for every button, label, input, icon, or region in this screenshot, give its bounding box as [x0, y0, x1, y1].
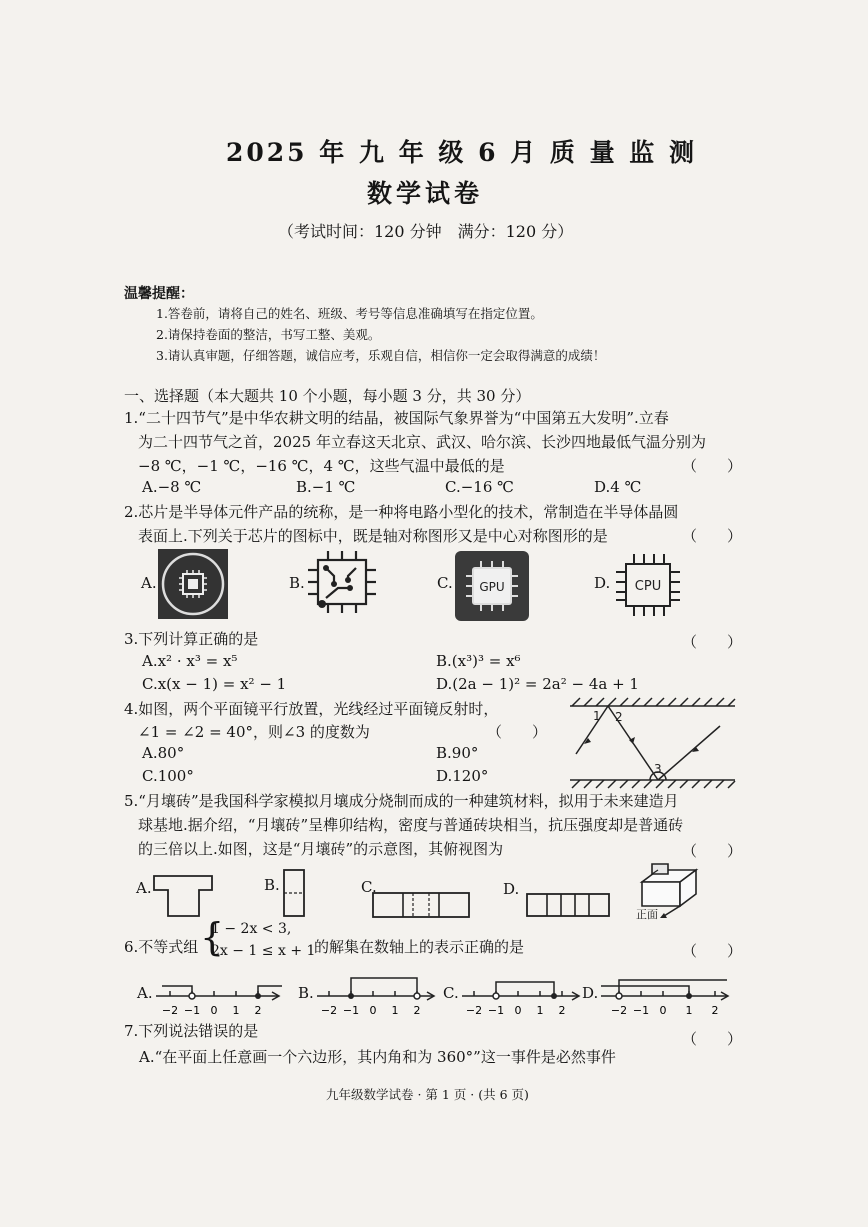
tick-label: 1 [391, 1004, 399, 1017]
option-c: C.100° [142, 767, 194, 785]
tick-label: 0 [514, 1004, 522, 1017]
top-view-b [282, 868, 308, 918]
exam-info: （考试时间：120 分钟 满分：120 分） [278, 222, 574, 241]
answer-bracket: （ ） [682, 842, 743, 860]
option-d: D. [594, 574, 611, 592]
option-b: B.90° [436, 744, 479, 762]
tick-label: 2 [711, 1004, 719, 1017]
angle-2-label: 2 [615, 710, 623, 724]
option-a: A. [141, 574, 157, 592]
option-c: C. [437, 574, 453, 592]
option-b: B. [298, 984, 314, 1002]
tick-label: 0 [369, 1004, 377, 1017]
question-5-line: 球基地.据介绍，“月壤砖”呈榫卯结构，密度与普通砖块相当，抗压强度却是普通砖 [138, 816, 684, 834]
option-c: C. [443, 984, 459, 1002]
chip-icon-a [158, 549, 228, 619]
question-4-line: 4.如图，两个平面镜平行放置，光线经过平面镜反射时， [124, 700, 499, 718]
tick-label: −1 [342, 1004, 360, 1017]
tip-item: 2.请保持卷面的整洁，书写工整、美观。 [156, 327, 381, 342]
answer-bracket: （ ） [682, 633, 743, 651]
option-a: A. [137, 984, 153, 1002]
inequality-2: 2x − 1 ≤ x + 1 [211, 943, 316, 959]
gpu-label: GPU [479, 580, 505, 594]
system-brace: { [200, 915, 225, 959]
number-line-c [458, 968, 582, 1018]
question-1-line: 1.“二十四节气”是中华农耕文明的结晶，被国际气象界誉为“中国第五大发明”.立春 [124, 409, 669, 427]
option-b: B. [264, 876, 280, 894]
number-line-b [313, 968, 437, 1018]
tick-label: −1 [487, 1004, 505, 1017]
option-d: D. [503, 880, 520, 898]
tick-label: 1 [685, 1004, 693, 1017]
tick-label: 0 [210, 1004, 218, 1017]
tick-label: −1 [183, 1004, 201, 1017]
tip-item: 3.请认真审题，仔细答题，诚信应考，乐观自信，相信你一定会取得满意的成绩！ [156, 348, 606, 363]
option-d: D.4 ℃ [594, 478, 642, 496]
answer-bracket: （ ） [682, 527, 743, 545]
option-b: B.(x³)³ = x⁶ [436, 652, 521, 670]
top-view-c [371, 891, 473, 921]
option-c: C. [361, 878, 377, 896]
number-line-a [152, 968, 284, 1018]
answer-bracket: （ ） [487, 723, 548, 741]
tick-label: −2 [161, 1004, 179, 1017]
question-3-line: 3.下列计算正确的是 [124, 630, 259, 648]
option-a: A.80° [142, 744, 185, 762]
tips-heading: 温馨提醒： [124, 286, 194, 302]
question-4-line: ∠1 = ∠2 = 40°，则∠3 的度数为 [138, 723, 370, 741]
tick-label: −2 [610, 1004, 628, 1017]
question-1-line: 为二十四节气之首，2025 年立春这天北京、武汉、哈尔滨、长沙四地最低气温分别为 [138, 433, 706, 451]
inequality-1: 1 − 2x < 3, [211, 921, 292, 937]
number-line-d [597, 968, 731, 1018]
chip-icon-b [304, 548, 380, 616]
option-d: D. [582, 984, 599, 1002]
tick-label: −1 [632, 1004, 650, 1017]
tick-label: 1 [536, 1004, 544, 1017]
tick-label: 1 [232, 1004, 240, 1017]
option-a: A.x² · x³ = x⁵ [142, 652, 238, 670]
gpu-chip-icon [455, 551, 529, 621]
tip-item: 1.答卷前，请将自己的姓名、班级、考号等信息准确填写在指定位置。 [156, 306, 543, 321]
option-a: A. [136, 879, 152, 897]
question-2-line: 2.芯片是半导体元件产品的统称，是一种将电路小型化的技术，常制造在半导体晶圆 [124, 503, 679, 521]
exam-title: 2025 年 九 年 级 6 月 质 量 监 测 [226, 138, 698, 167]
page-footer: 九年级数学试卷 · 第 1 页 · (共 6 页) [326, 1087, 529, 1102]
question-2-line: 表面上.下列关于芯片的图标中，既是轴对称图形又是中心对称图形的是 [138, 527, 608, 545]
option-c: C.−16 ℃ [445, 478, 514, 496]
question-6-prefix: 6.不等式组 [124, 938, 199, 956]
question-1-line: −8 ℃，−1 ℃，−16 ℃，4 ℃，这些气温中最低的是 [138, 457, 505, 475]
mirror-diagram [560, 696, 740, 796]
option-a: A.“在平面上任意画一个六边形，其内角和为 360°”这一事件是必然事件 [139, 1048, 616, 1066]
question-6-suffix: 的解集在数轴上的表示正确的是 [314, 938, 525, 956]
option-d: D.(2a − 1)² = 2a² − 4a + 1 [436, 675, 639, 693]
angle-1-label: 1 [593, 709, 601, 723]
option-a: A.−8 ℃ [142, 478, 202, 496]
option-b: B.−1 ℃ [296, 478, 356, 496]
exam-subtitle: 数学试卷 [367, 179, 484, 208]
tick-label: −2 [465, 1004, 483, 1017]
top-view-a [152, 872, 218, 918]
tick-label: 2 [413, 1004, 421, 1017]
question-7-line: 7.下列说法错误的是 [124, 1022, 259, 1040]
answer-bracket: （ ） [682, 457, 743, 475]
option-d: D.120° [436, 767, 489, 785]
cpu-chip-icon [612, 550, 684, 620]
cpu-label: CPU [634, 579, 662, 594]
angle-3-label: 3 [654, 762, 662, 776]
tick-label: 0 [659, 1004, 667, 1017]
answer-bracket: （ ） [682, 1030, 743, 1048]
section-heading: 一、选择题（本大题共 10 个小题，每小题 3 分，共 30 分） [124, 387, 531, 405]
question-5-line: 的三倍以上.如图，这是“月壤砖”的示意图，其俯视图为 [138, 840, 504, 858]
option-c: C.x(x − 1) = x² − 1 [142, 675, 287, 693]
tick-label: 2 [558, 1004, 566, 1017]
top-view-d [525, 892, 613, 920]
tick-label: 2 [254, 1004, 262, 1017]
answer-bracket: （ ） [682, 942, 743, 960]
tick-label: −2 [320, 1004, 338, 1017]
question-5-line: 5.“月壤砖”是我国科学家模拟月壤成分烧制而成的一种建筑材料，拟用于未来建造月 [124, 792, 679, 810]
front-label: 正面 [636, 908, 658, 921]
option-b: B. [289, 574, 305, 592]
